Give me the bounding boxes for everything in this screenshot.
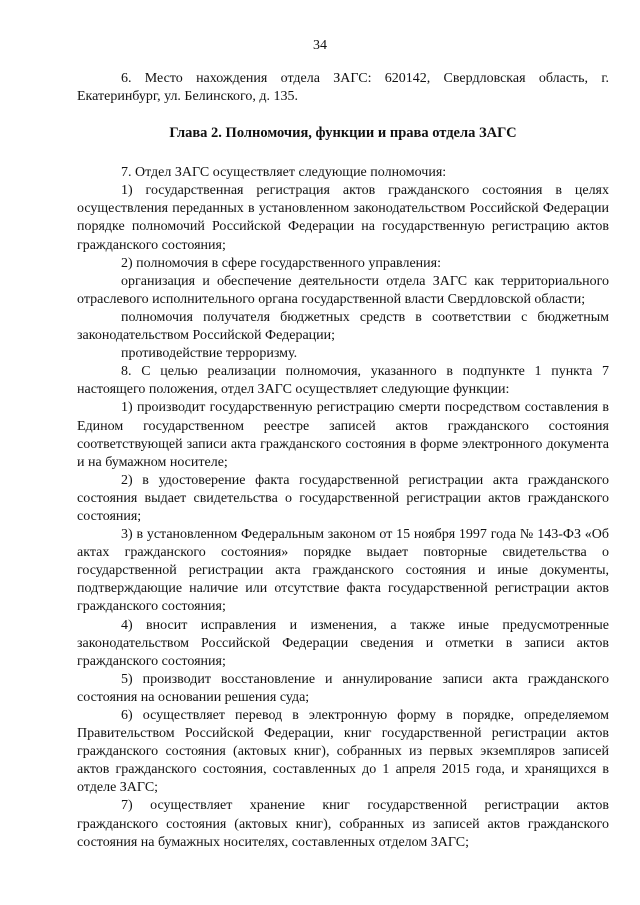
- page-number: 34: [313, 38, 327, 53]
- paragraph: 6) осуществляет перевод в электронную форму в порядке, определяемом Правительством Российской Федерации, книг государственной регистрации актов гражданского состояния (актовых книг), собранных из первых экземпляров записей актов гражданского состояния, составленных до 1 апреля 2015 года, и хранящихся в отделе ЗАГС;: [77, 708, 609, 796]
- paragraph: противодействие терроризму.: [121, 346, 298, 362]
- paragraph-location: 6. Место нахождения отдела ЗАГС: 620142, Свердловская область, г. Екатеринбург, ул. Белинского, д. 135.: [77, 71, 609, 105]
- paragraph: 3) в установленном Федеральным законом от 15 ноября 1997 года № 143-ФЗ «Об актах гражданского состояния» порядке выдает повторные свидетельства о государственной регистрации акта гражданского состояния и иные документы, подтверждающие наличие или отсутствие факта государственной регистрации актов гражданского состояния;: [77, 527, 609, 615]
- document-body: [77, 70, 609, 852]
- paragraph: 7) осуществляет хранение книг государственной регистрации актов гражданского состояния (актовых книг), собранных из записей актов гражданского состояния на бумажных носителях, составленных отделом ЗАГС;: [77, 798, 609, 850]
- paragraph: 4) вносит исправления и изменения, а также иные предусмотренные законодательством Российской Федерации сведения и отметки в записи актов гражданского состояния;: [77, 617, 609, 669]
- paragraph: 5) производит восстановление и аннулирование записи акта гражданского состояния на основании решения суда;: [77, 671, 609, 705]
- paragraph: 8. С целью реализации полномочия, указанного в подпункте 1 пункта 7 настоящего положения, отдел ЗАГС осуществляет следующие функции:: [77, 364, 609, 398]
- paragraph: 1) производит государственную регистрацию смерти посредством составления в Едином государственном реестре записей актов гражданского состояния соответствующей записи акта гражданского состояния в форме электронного документа и на бумажном носителе;: [77, 400, 609, 470]
- chapter-heading: Глава 2. Полномочия, функции и права отдела ЗАГС: [169, 125, 517, 142]
- paragraph: организация и обеспечение деятельности отдела ЗАГС как территориального отраслевого исполнительного органа государственной власти Свердловской области;: [77, 273, 609, 307]
- paragraph: 7. Отдел ЗАГС осуществляет следующие полномочия:: [121, 165, 447, 181]
- paragraph: 1) государственная регистрация актов гражданского состояния в целях осуществления переданных в установленном законодательством Российской Федерации порядке полномочий Российской Федерации на государственную регистрацию актов гражданского состояния;: [77, 183, 609, 253]
- paragraph: 2) в удостоверение факта государственной регистрации акта гражданского состояния выдает свидетельства о государственной регистрации актов гражданского состояния;: [77, 472, 609, 524]
- paragraph: полномочия получателя бюджетных средств в соответствии с бюджетным законодательством Российской Федерации;: [77, 309, 609, 344]
- paragraph: 2) полномочия в сфере государственного управления:: [121, 255, 441, 271]
